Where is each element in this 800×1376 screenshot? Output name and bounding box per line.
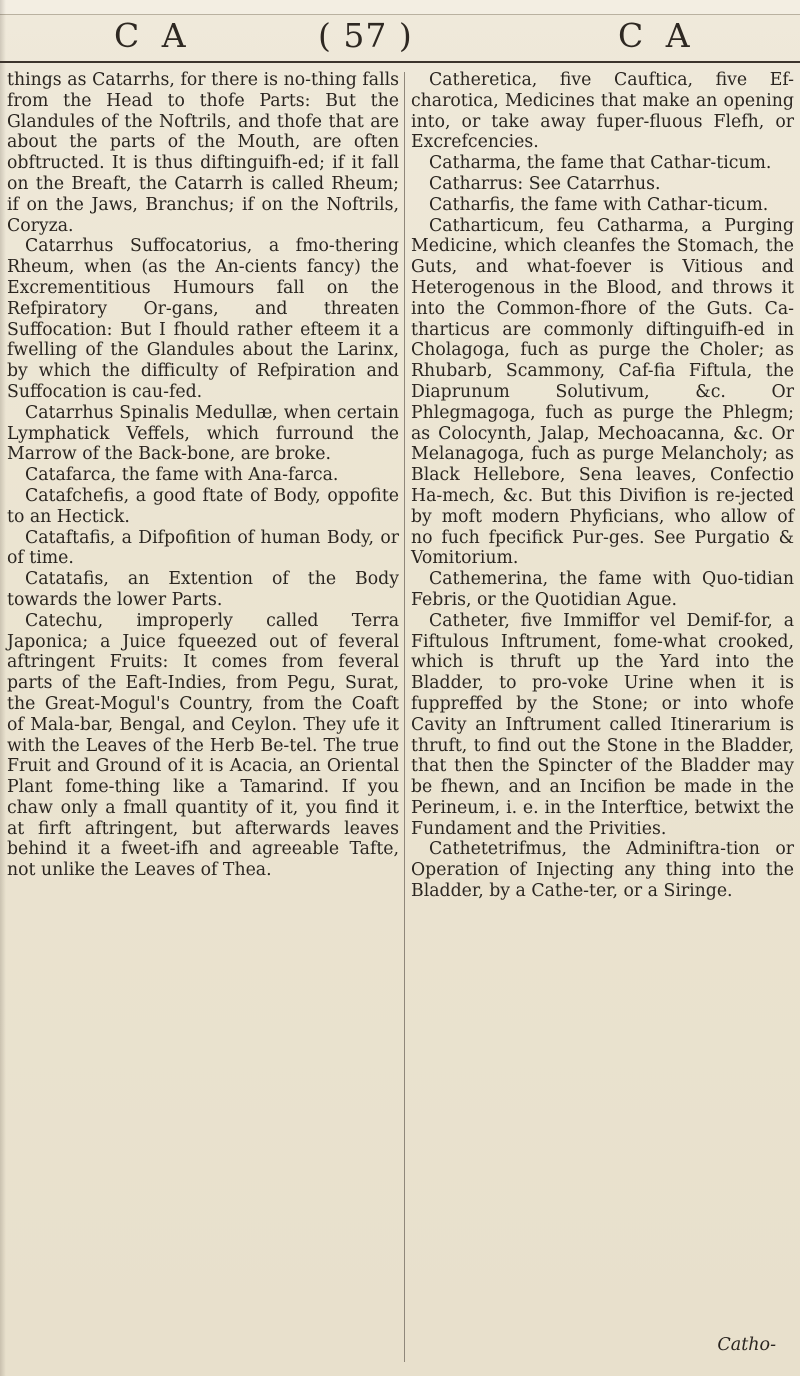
right-column — [411, 70, 794, 902]
entry-paragraph: Catarrhus Suffocatorius, a fmo-thering Rheum, when (as the An-cients fancy) the Excrementitious Humours fall on the Refpiratory Or-gans, and threaten Suffocation: But I fhould rather efteem it a fwelling of the Glandules about the Larinx, by which the difficulty of Refpiration and Suffocation is cau-fed. — [7, 236, 399, 402]
entry-paragraph: Catheter, five Immiffor vel Demif-for, a Fiftulous Inftrument, fome-what crooked, which is thruft up the Yard into the Bladder, to pro-voke Urine when it is fuppreffed by the Stone; or into whofe Cavity an Inftrument called Itinerarium is thruft, to find out the Stone in the Bladder, that then the Spincter of the Bladder may be fhewn, and an Incifion be made in the Perineum, i. e. in the Interftice, betwixt the Fundament and the Privities. — [411, 610, 794, 839]
entry-paragraph: Catharma, the fame that Cathar-ticum. — [429, 153, 772, 174]
header-rule — [0, 61, 800, 63]
page-number: ( 57 ) — [318, 16, 413, 55]
entry-paragraph: Catharfis, the fame with Cathar-ticum. — [429, 194, 769, 215]
entry-paragraph: things as Catarrhs, for there is no-thing falls from the Head to thofe Parts: But the Glandules of the Noftrils, and thofe that are about the parts of the Mouth, are often obftructed. It is thus diftinguifh-ed; if it fall on the Breaft, the Catarrh is called Rheum; if on the Jaws, Branchus; if on the Noftrils, Coryza. — [7, 70, 399, 236]
entry-paragraph: Catharrus: See Catarrhus. — [429, 173, 661, 194]
page-top-edge — [0, 0, 800, 15]
entry-paragraph: Catafarca, the fame with Ana-farca. — [25, 465, 339, 486]
entry-paragraph: Cathetetrifmus, the Adminiftra-tion or Operation of Injecting any thing into the Bladder, by a Cathe-ter, or a Siringe. — [411, 839, 794, 902]
entry-paragraph: Catheretica, five Cauftica, five Ef-charotica, Medicines that make an opening into, or take away fuper-fluous Flefh, or Excrefcencies. — [411, 70, 794, 153]
entry-paragraph: Catharticum, feu Catharma, a Purging Medicine, which cleanfes the Stomach, the Guts, and what-foever is Vitious and Heterogenous in the Blood, and throws it into the Common-fhore of the Guts. Ca-tharticus are commonly diftinguifh-ed in Cholagoga, fuch as purge the Choler; as Rhubarb, Scammony, Caf-fia Fiftula, the Diaprunum Solutivum, &c. Or Phlegmagoga, fuch as purge the Phlegm; as Colocynth, Jalap, Mechoacanna, &c. Or Melanagoga, fuch as purge Melancholy; as Black Hellebore, Sena leaves, Confectio Ha-mech, &c. But this Divifion is re-jected by moft modern Phyficians, who allow of no fuch fpecifick Pur-ges. See Purgatio & Vomitorium. — [411, 215, 794, 569]
entry-paragraph: Catechu, improperly called Terra Japonica; a Juice fqueezed out of feveral aftringent Fruits: It comes from feveral parts of the Eaft-Indies, from Pegu, Surat, the Great-Mogul's Country, from the Coaft of Mala-bar, Bengal, and Ceylon. They ufe it with the Leaves of the Herb Be-tel. The true Fruit and Ground of it is Acacia, an Oriental Plant fome-thing like a Tamarind. If you chaw only a fmall quantity of it, you find it at firft aftringent, but afterwards leaves behind it a fweet-ifh and agreeable Tafte, not unlike the Leaves of Thea. — [7, 610, 399, 881]
page-edge-shadow — [0, 0, 6, 1376]
entry-paragraph: Cathemerina, the fame with Quo-tidian Febris, or the Quotidian Ague. — [411, 569, 794, 610]
entry-paragraph: Cataftafis, a Difpofition of human Body, or of time. — [7, 527, 399, 569]
running-head — [60, 16, 800, 58]
running-head-right: C A — [618, 16, 696, 55]
catchword: Catho- — [717, 1335, 776, 1355]
column-divider — [404, 72, 405, 1362]
entry-paragraph: Catatafis, an Extention of the Body towards the lower Parts. — [7, 569, 399, 610]
running-head-left: C A — [114, 16, 192, 55]
entry-paragraph: Catafchefis, a good ftate of Body, oppofite to an Hectick. — [7, 485, 399, 527]
entry-paragraph: Catarrhus Spinalis Medullæ, when certain Lymphatick Veffels, which furround the Marrow of the Back-bone, are broke. — [7, 402, 399, 465]
left-column — [7, 70, 399, 881]
